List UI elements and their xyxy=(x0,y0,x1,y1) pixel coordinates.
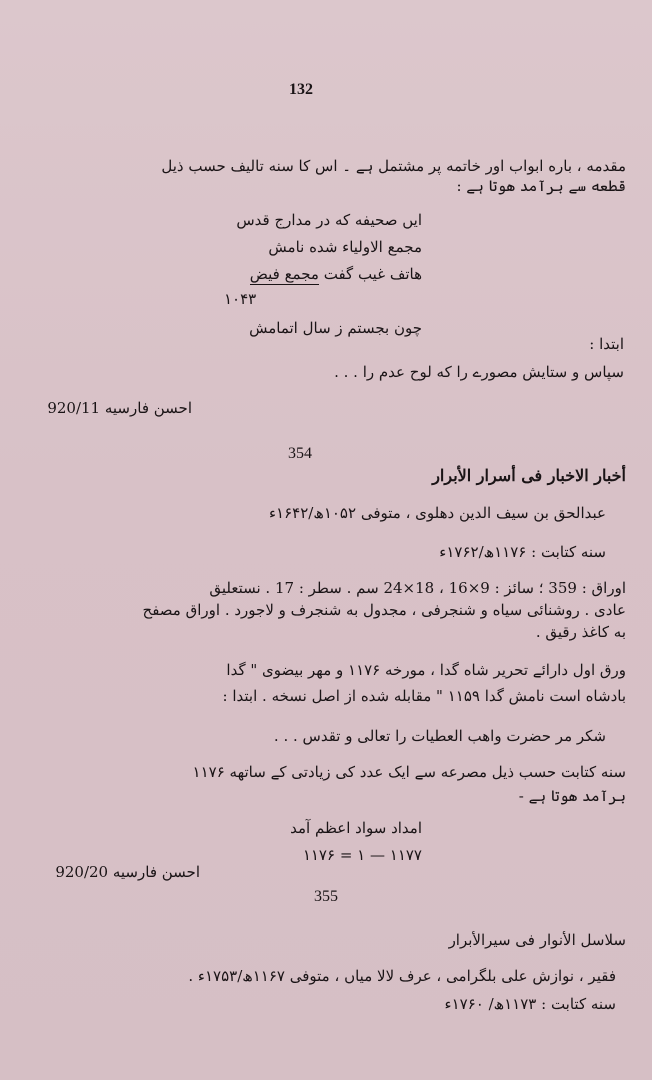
verse-1: ایں صحیفه که در مدارج قدس xyxy=(236,211,422,229)
entry-354-note-1: سنه کتابت حسب ذیل مصرعه سے ایک عدد کی زیادتی کے ساتھه ۱۱۷۶ xyxy=(192,763,626,781)
entry-354-author: عبدالحق بن سیف الدین دهلوی ، متوفی ۱۰۵۲ھ/۱۶۴۲ء xyxy=(268,504,606,522)
entry-354-number: 354 xyxy=(288,445,312,462)
entry-354-desc-4: ورق اول دارائے تحریر شاه گدا ، مورخه ۱۱۷۶ و مهر بیضوی " گدا xyxy=(226,661,626,679)
entry-354-desc-1: اوراق : 359 ؛ سائز : 9×16 ، 18×24 سم . سطر : 17 . نستعلیق xyxy=(209,579,626,597)
reference-2: احسن فارسیه 920/20 xyxy=(55,863,200,881)
ibtida-text: سپاس و ستایش مصورے را که لوح عدم را . . . xyxy=(334,363,624,381)
verse-3 xyxy=(162,264,422,284)
intro-line-2: قطعه سے برآمد هوتا ہے : xyxy=(456,177,626,195)
entry-354-desc-3: به کاغذ رقیق . xyxy=(535,623,626,641)
ibtida-label: ابتدا : xyxy=(589,335,624,353)
reference-1: احسن فارسیه 920/11 xyxy=(47,399,192,417)
entry-355-date: سنه کتابت : ۱۱۷۳ھ/ ۱۷۶۰ء xyxy=(444,995,616,1013)
entry-354-note-2: برآمد هوتا ہے - xyxy=(518,787,626,805)
entry-354-desc-2: عادی . روشنائی سیاه و شنجرفی ، مجدول به شنجرف و لاجورد . اوراق مصفح xyxy=(142,601,626,619)
entry-354-desc-5: بادشاه است نامش گدا ۱۱۵۹ " مقابله شده از اصل نسخه . ابتدا : xyxy=(222,687,626,705)
entry-355-number: 355 xyxy=(314,888,338,905)
entry-355-author: فقیر ، نوازش علی بلگرامی ، عرف لالا میاں ، متوفی ۱۱۶۷ھ/۱۷۵۳ء . xyxy=(188,967,616,985)
verse-chronogram-number: ۱۰۴۳ xyxy=(224,292,257,308)
verse-4: چون بجستم ز سال اتمامش xyxy=(249,319,422,337)
verse-2: مجمع الاولیاء شده نامش xyxy=(268,238,422,256)
intro-line-1: مقدمه ، باره ابواب اور خاتمه پر مشتمل ہے ۔ اس کا سنه تالیف حسب ذیل xyxy=(161,157,626,175)
verse-3-underlined: مجمع فیض xyxy=(249,265,319,283)
page-number: 132 xyxy=(289,81,313,98)
entry-354-hemistich: امداد سواد اعظم آمد xyxy=(290,819,422,837)
entry-354-ibtida-text: شکر مر حضرت واهب العطیات را تعالی و تقدس . . . xyxy=(273,727,606,745)
entry-354-date: سنه کتابت : ۱۱۷۶ھ/۱۷۶۲ء xyxy=(439,543,606,561)
entry-354-title: أخبار الاخبار فی أسرار الأبرار xyxy=(432,466,626,485)
verse-3-prefix: هاتف غیب گفت xyxy=(318,265,422,283)
entry-354-calc: ۱۱۷۷ — ۱ = ۱۱۷۶ xyxy=(302,846,422,864)
entry-355-title: سلاسل الأنوار فی سیرالأبرار xyxy=(448,931,626,949)
